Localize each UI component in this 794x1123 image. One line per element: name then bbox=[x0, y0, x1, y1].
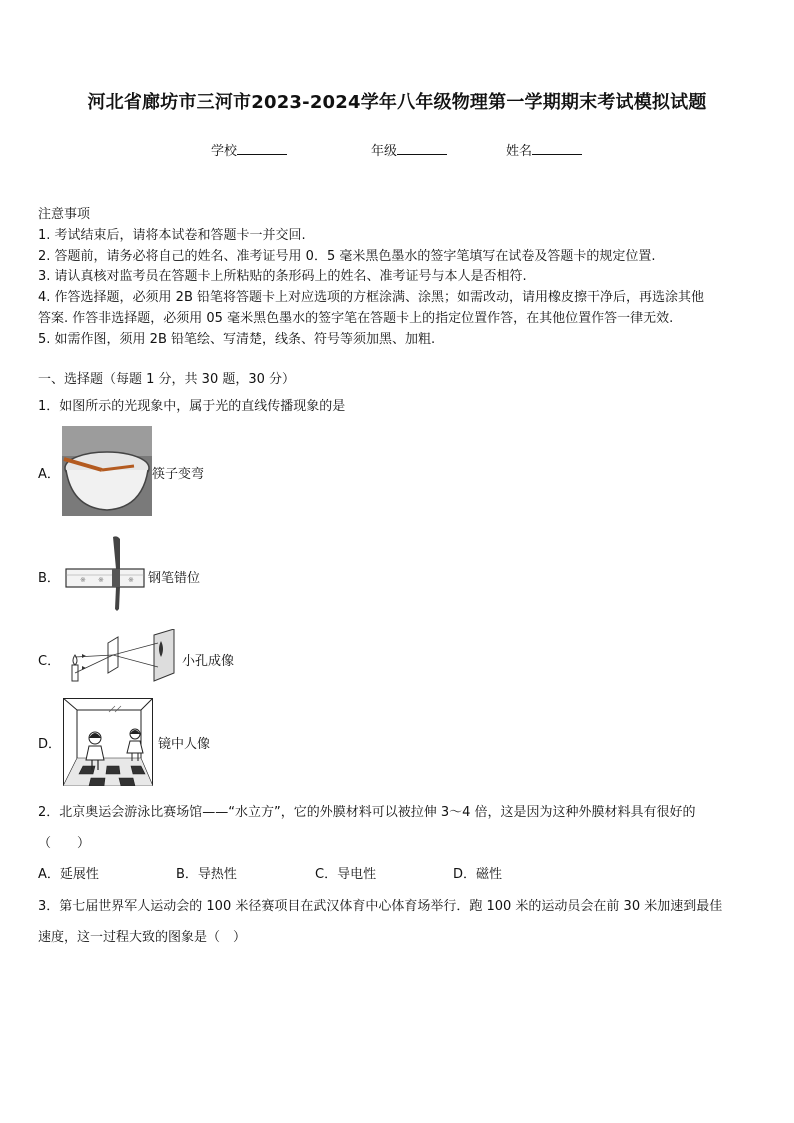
option-d-label: 镜中人像 bbox=[158, 737, 211, 752]
school-field[interactable] bbox=[211, 140, 287, 159]
note-item: 1. 考试结束后，请将本试卷和答题卡一并交回. bbox=[38, 228, 306, 243]
grade-field[interactable] bbox=[371, 140, 447, 159]
option-c-letter: C． bbox=[38, 654, 61, 669]
option-d-letter: D． bbox=[38, 737, 62, 752]
option-b-label: 钢笔错位 bbox=[148, 571, 201, 586]
question-3-stem-cont: 速度，这一过程大致的图象是（ ） bbox=[38, 930, 247, 945]
q2-option-b[interactable]: B．导热性 bbox=[176, 867, 237, 882]
option-a-label: 筷子变弯 bbox=[152, 467, 205, 482]
question-1-stem: 1．如图所示的光现象中，属于光的直线传播现象的是 bbox=[38, 399, 346, 414]
svg-text:※: ※ bbox=[98, 576, 104, 584]
mirror-reflection-image bbox=[63, 698, 153, 786]
notes-heading: 注意事项 bbox=[38, 207, 91, 222]
name-field[interactable] bbox=[506, 140, 582, 159]
note-item: 4. 作答选择题，必须用 2B 铅笔将答题卡上对应选项的方框涂满、涂黑；如需改动，请用橡皮擦干净后，再选涂其他 bbox=[38, 290, 704, 305]
grade-label: 年级 bbox=[371, 144, 398, 159]
note-item: 5. 如需作图，须用 2B 铅笔绘、写清楚，线条、符号等须加黑、加粗. bbox=[38, 332, 436, 347]
pinhole-camera-image bbox=[66, 629, 178, 685]
option-b-letter: B． bbox=[38, 571, 60, 586]
page-title: 河北省廊坊市三河市2023-2024学年八年级物理第一学期期末考试模拟试题 bbox=[87, 92, 707, 113]
option-c-label: 小孔成像 bbox=[182, 654, 235, 669]
q2-option-c[interactable]: C．导电性 bbox=[315, 867, 377, 882]
note-item: 3. 请认真核对监考员在答题卡上所粘贴的条形码上的姓名、准考证号与本人是否相符. bbox=[38, 269, 527, 284]
note-item: 2. 答题前，请务必将自己的姓名、准考证号用 0．5 毫米黑色墨水的签字笔填写在试卷及答题卡的规定位置. bbox=[38, 249, 656, 264]
question-2-stem: 2．北京奥运会游泳比赛场馆——“水立方”，它的外膜材料可以被拉伸 3～4 倍，这是因为这种外膜材料具有很好的 bbox=[38, 805, 696, 820]
name-blank[interactable] bbox=[532, 142, 582, 155]
school-label: 学校 bbox=[211, 144, 238, 159]
bowl-chopstick-image bbox=[62, 426, 152, 516]
question-2-paren: （ ） bbox=[38, 836, 91, 851]
school-blank[interactable] bbox=[237, 142, 287, 155]
svg-text:※: ※ bbox=[80, 576, 86, 584]
svg-text:※: ※ bbox=[128, 576, 134, 584]
option-a-letter: A． bbox=[38, 467, 60, 482]
question-3-stem: 3．第七届世界军人运动会的 100 米径赛项目在武汉体育中心体育场举行．跑 100 米的运动员会在前 30 米加速到最佳 bbox=[38, 899, 723, 914]
q2-option-d[interactable]: D．磁性 bbox=[453, 867, 503, 882]
note-item: 答案. 作答非选择题，必须用 05 毫米黑色墨水的签字笔在答题卡上的指定位置作答，在其他位置作答一律无效. bbox=[38, 311, 674, 326]
section-heading: 一、选择题（每题 1 分，共 30 题，30 分） bbox=[38, 372, 296, 387]
grade-blank[interactable] bbox=[397, 142, 447, 155]
q2-option-a[interactable]: A．延展性 bbox=[38, 867, 99, 882]
name-label: 姓名 bbox=[506, 144, 533, 159]
pen-glass-block-image bbox=[62, 535, 148, 613]
